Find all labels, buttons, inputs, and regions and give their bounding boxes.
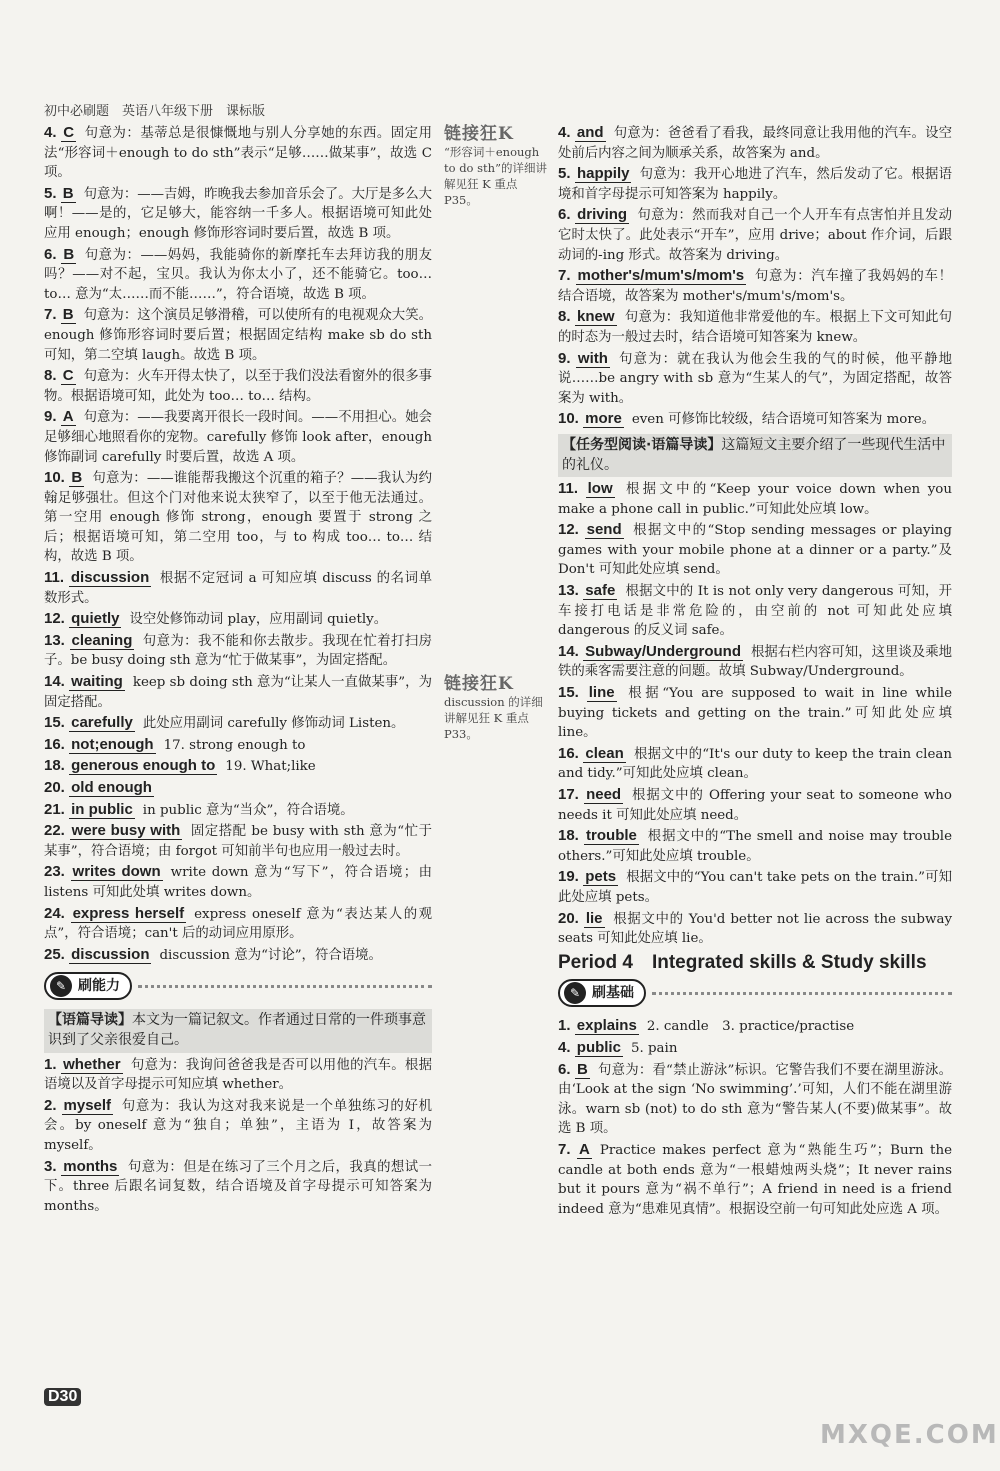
item-number: 5. [558,165,571,183]
item-explanation: 句意为：看“禁止游泳”标识。它警告我们不要在湖里游泳。由‘Look at the sign ‘No swimming’.’可知，人们不能在湖里游泳。warn sb (not) to do sth 意为“警告某人(不要)做某事”。故选 B 项。 [558,1062,952,1137]
basic-badge [558,978,952,1008]
answer-item [558,909,952,949]
item-number: 10. [44,469,65,487]
item-explanation: express oneself 意为“表达某人的观点”，符合语境；can't 后的动词应用原形。 [44,906,432,942]
item-answer: B [62,184,74,202]
item-number: 25. [44,945,65,963]
item-number: 18. [44,757,65,775]
item-answer: lie [585,909,603,927]
item-answer: were busy with [71,822,181,840]
answer-item [44,305,432,365]
item-answer: discussion [70,569,150,587]
answer-item [44,1157,432,1217]
answer-item [558,123,952,163]
badge-label: 刷能力 [78,977,120,994]
item-explanation: 句意为：这个演员足够滑稽，可以使所有的电视观众大笑。enough 修饰形容词时要后置；根据固定结构 make sb do sth 可知，第二空填 laugh。故选 B 项。 [44,308,432,363]
item-answer: quietly [71,610,120,628]
item-number: 8. [558,308,571,326]
item-explanation: 固定搭配 be busy with sth 意为“忙于某事”，符合语境；由 forgot 可知前半句也应用一般过去时。 [44,824,432,859]
item-answer: happily [576,165,630,183]
item-answer: whether [63,1055,121,1073]
item-number: 6. [558,206,571,224]
item-explanation: 句意为：我认为这对我来说是一个单独练习的好机会。by oneself 意为“独自；单独”，主语为 I，故答案为 myself。 [44,1098,432,1153]
answer-item [558,581,952,641]
item-number: 16. [558,744,579,762]
item-answer: safe [585,582,616,600]
item-explanation: 19. What;like [225,759,316,775]
answer-item [44,778,432,799]
item-number: 6. [44,245,57,263]
item-number: 24. [44,904,65,922]
item-explanation: 此处应用副词 carefully 修饰动词 Listen。 [142,716,405,732]
right-column [558,123,952,1220]
item-explanation: 句意为：汽车撞了我妈妈的车！结合语境，故答案为 mother's/mum's/mom's。 [558,269,953,304]
item-explanation: 句意为：——吉姆，昨晚我去参加音乐会了。大厅是多么大啊！——是的，它足够大，能容纳一千多人。根据语境可知此处应用 enough；enough 修饰形容词时要后置，故选 B 项。 [44,186,432,241]
item-explanation: 句意为：我询问爸爸我是否可以用他的汽车。根据语境以及首字母提示可知应填 whether。 [44,1057,433,1093]
item-explanation: 5. pain [630,1040,678,1056]
item-answer: line [588,684,615,702]
item-number: 5. [44,184,57,202]
item-number: 11. [558,480,579,498]
item-answer: waiting [71,673,123,691]
item-answer: B [63,245,75,263]
item-answer: driving [577,206,628,224]
answer-item [558,479,952,519]
item-explanation: 句意为：然而我对自己一个人开车有点害怕并且发动它时太快了。此处表示“开车”，应用 drive；about 作介词，后跟动词的-ing 形式。故答案为 driving。 [558,208,952,263]
item-answer: discussion [71,945,150,963]
answer-item [44,1096,432,1156]
answer-item [558,205,952,265]
answer-item [44,184,432,244]
item-explanation: 句意为：——妈妈，我能骑你的新摩托车去拜访我的朋友吗？——对不起，宝贝。我认为你太小了，还不能骑它。too… to… 意为“太……而不能……”，符合语境，故选 B 项。 [44,247,433,302]
item-explanation: 句意为：就在我认为他会生我的气的时候，他平静地说……be angry with sb 意为“生某人的气”，为固定搭配，故答案为 with。 [558,351,953,406]
item-explanation: 根据文中的“The smell and noise may trouble others.”可知此处应填 trouble。 [558,829,952,864]
answer-item [558,409,952,430]
item-answer: old enough [71,779,152,796]
answer-item [558,785,952,825]
item-explanation: 17. strong enough to [163,737,306,753]
item-number: 11. [44,569,65,587]
item-answer: and [576,124,604,141]
answer-item [44,609,432,630]
item-number: 7. [44,306,57,324]
answer-item [44,366,432,406]
watermark-logo: MXQE.COM [820,1420,999,1450]
item-number: 9. [44,408,57,426]
item-number: 13. [558,582,579,600]
item-explanation: 句意为：我知道他非常爱他的车。根据上下文可知此句的时态为一般过去时，结合语境可知答案为 knew。 [558,310,952,345]
item-explanation: even 可修饰比较级，结合语境可知答案为 more。 [631,412,936,428]
item-answer: C [63,124,75,141]
answer-item [44,123,432,183]
answer-item [558,1038,952,1059]
item-number: 16. [44,735,65,753]
item-number: 4. [44,124,57,141]
item-explanation: keep sb doing sth 意为“让某人一直做某事”，为固定搭配。 [44,675,432,710]
item-explanation: 根据不定冠词 a 可知应填 discuss 的名词单数形式。 [44,571,432,606]
item-explanation: 句意为：我不能和你去散步。我现在忙着打扫房子。be busy doing sth 意为“忙于做某事”，为固定搭配。 [44,633,433,669]
answer-item [44,245,432,305]
item-number: 7. [558,1140,571,1158]
item-answer: carefully [71,714,133,732]
page-number: D30 [44,1388,81,1406]
item-number: 14. [44,673,65,691]
item-answer: public [576,1038,621,1056]
item-number: 20. [44,779,65,796]
item-answer: in public [71,800,133,818]
item-number: 4. [558,124,571,141]
item-explanation: 句意为：基蒂总是很慷慨地与别人分享她的东西。固定用法“形容词＋enough to do sth”表示“足够……做某事”，故选 C 项。 [44,126,432,181]
answer-item [558,1016,952,1037]
answer-item [558,266,952,306]
item-answer: A [62,408,74,426]
item-explanation: 根据文中的“It's our duty to keep the train clean and tidy.”可知此处应填 clean。 [558,746,952,782]
item-answer: clean [585,744,624,762]
item-explanation: write down 意为“写下”，符合语境；由 listens 可知此处填 writes down。 [44,865,432,900]
item-explanation: 句意为：我开心地进了汽车，然后发动了它。根据语境和首字母提示可知答案为 happily。 [558,167,952,202]
item-explanation: 根据右栏内容可知，这里谈及乘地铁的乘客需要注意的问题。故填 Subway/Underground。 [558,644,953,680]
answer-item [44,945,432,966]
answer-item [44,568,432,608]
item-answer: more [585,410,622,428]
item-explanation: 根据文中的“Keep your voice down when you make a phone call in public.”可知此处应填 low。 [558,482,952,517]
answer-item [44,672,432,712]
item-answer: Subway/Underground [585,642,741,660]
answer-item [44,821,432,861]
answer-item [44,904,432,944]
left-answer-list [44,123,432,965]
item-number: 21. [44,800,65,818]
section-intro-left: 【语篇导读】本文为一篇记叙文。作者通过日常的一件琐事意识到了父亲很爱自己。 [44,1009,432,1052]
item-answer: myself [63,1096,112,1114]
left-column [44,123,432,1217]
answer-item [44,407,432,467]
item-answer: with [577,349,608,367]
period-title: Period 4 Integrated skills & Study skills [558,951,927,973]
item-explanation: 句意为：但是在练习了三个月之后，我真的想试一下。three 后跟名词复数，结合语境及首字母提示可知答案为 months。 [44,1159,432,1214]
item-answer: B [71,469,83,487]
item-explanation: Practice makes perfect 意为“熟能生巧”；Burn the candle at both ends 意为“一根蜡烛两头烧”；It never rains but it pours 意为“祸不单行”；A friend in need is a friend indeed 意为“患难见真情”。根据设空前一句可知此处应选 A 项。 [558,1142,952,1217]
answer-item [558,867,952,907]
item-number: 6. [558,1060,571,1078]
item-explanation: discussion 意为“讨论”，符合语境。 [159,947,382,963]
badge-label: 刷基础 [592,984,634,1001]
item-answer: writes down [72,863,161,881]
item-number: 18. [558,827,579,845]
item-answer: C [62,367,74,385]
answer-item [558,744,952,784]
item-explanation: 根据文中的“You can't take pets on the train.”可知此处应填 pets。 [558,870,952,905]
answer-item [558,520,952,580]
item-answer: pets [585,868,617,886]
left-answer-list-2 [44,1055,432,1217]
item-answer: need [586,786,622,803]
answer-item [558,349,952,409]
item-number: 23. [44,863,65,881]
item-number: 7. [558,267,571,285]
item-answer: knew [577,308,615,326]
right-answer-list-3 [558,1016,952,1219]
item-explanation: 句意为：爸爸看了看我，最终同意让我用他的汽车。设空处前后内容之间为顺承关系，故答案为 and。 [558,126,952,161]
item-answer: cleaning [71,631,133,649]
item-number: 4. [558,1038,571,1056]
item-explanation: 句意为：——谁能帮我搬这个沉重的箱子？——我认为约翰足够强壮。但这个门对他来说太狭窄了，以至于他无法通过。第一空用 enough 修饰 strong，enough 要置于 strong 之后；根据语境可知，第二空用 too，与 to 构成 too… to… 结构，故选 B 项。 [44,471,432,565]
item-number: 17. [558,786,579,803]
item-number: 10. [558,410,579,428]
answer-item [558,642,952,682]
item-answer: trouble [586,827,637,845]
item-answer: express herself [72,904,185,922]
item-number: 3. [44,1157,57,1175]
side-note-2: 链接狂K discussion 的详细讲解见狂 K 重点 P33。 [444,674,543,741]
item-answer: generous enough to [71,757,216,775]
item-number: 22. [44,822,65,840]
item-explanation: 根据文中的 You'd better not lie across the subway seats 可知此处应填 lie。 [558,911,953,947]
item-explanation: 句意为：——我要离开很长一段时间。——不用担心。她会足够细心地照看你的宠物。carefully 修饰 look after，enough 修饰副词 carefully 时要后置，故选 A 项。 [44,410,432,465]
ability-badge [44,971,432,1001]
item-number: 9. [558,349,571,367]
item-answer: A [578,1140,590,1158]
item-number: 14. [558,642,579,660]
answer-item [558,164,952,204]
answer-item [558,826,952,866]
answer-item [44,713,432,734]
answer-item [44,862,432,902]
answer-item [558,683,952,743]
answer-item [44,631,432,671]
item-answer: B [576,1060,588,1078]
answer-item [44,735,432,756]
item-number: 15. [44,714,65,732]
item-explanation: in public 意为“当众”，符合语境。 [142,802,354,818]
item-number: 19. [558,868,579,886]
item-explanation: 设空处修饰动词 play，应用副词 quietly。 [129,612,388,628]
item-number: 1. [558,1017,571,1035]
item-explanation: 句意为：火车开得太快了，以至于我们没法看窗外的很多事物。根据语境可知，此处为 too… to… 结构。 [44,369,432,404]
item-answer: months [63,1157,118,1175]
answer-item [44,1055,432,1095]
item-number: 15. [558,684,579,702]
answer-item [44,468,432,567]
item-answer: mother's/mum's/mom's [577,267,745,285]
right-answer-list-2 [558,479,952,949]
item-number: 13. [44,631,65,649]
item-explanation: 根据“You are supposed to wait in line while buying tickets and getting on the train.”可知此处应填 line。 [558,686,952,741]
section-intro-right: 【任务型阅读·语篇导读】这篇短文主要介绍了一些现代生活中的礼仪。 [558,434,952,477]
answer-item [558,307,952,347]
answer-item [558,1140,952,1219]
answer-item [558,1060,952,1139]
item-answer: low [587,480,613,498]
item-number: 12. [558,521,579,539]
item-explanation: 根据文中的 It is not only very dangerous 可知，开车接打电话是非常危险的，由空前的 not 可知此处应填 dangerous 的反义词 safe。 [558,584,952,639]
item-number: 20. [558,909,579,927]
item-number: 12. [44,610,65,628]
item-number: 2. [44,1096,57,1114]
pen-icon: ✎ [50,975,72,997]
item-answer: B [62,306,74,324]
pen-icon: ✎ [564,982,586,1004]
item-explanation: 根据文中的 Offering your seat to someone who needs it 可知此处应填 need。 [558,788,952,823]
item-number: 1. [44,1055,57,1073]
item-number: 8. [44,367,57,385]
page-header: 初中必刷题 英语八年级下册 课标版 [44,104,266,119]
answer-item [44,756,432,777]
item-explanation: 根据文中的“Stop sending messages or playing games with your mobile phone at a dinner or a party.”及 Don't 可知此处应填 send。 [558,523,952,578]
item-answer: not;enough [71,735,154,753]
side-note-1: 链接狂K “形容词＋enough to do sth”的详细讲解见狂 K 重点 P35。 [444,124,547,207]
item-answer: explains [576,1017,637,1035]
item-explanation: 2. candle 3. practice/practise [646,1019,855,1035]
answer-item [44,800,432,821]
item-answer: send [586,521,622,539]
right-answer-list [558,123,952,430]
